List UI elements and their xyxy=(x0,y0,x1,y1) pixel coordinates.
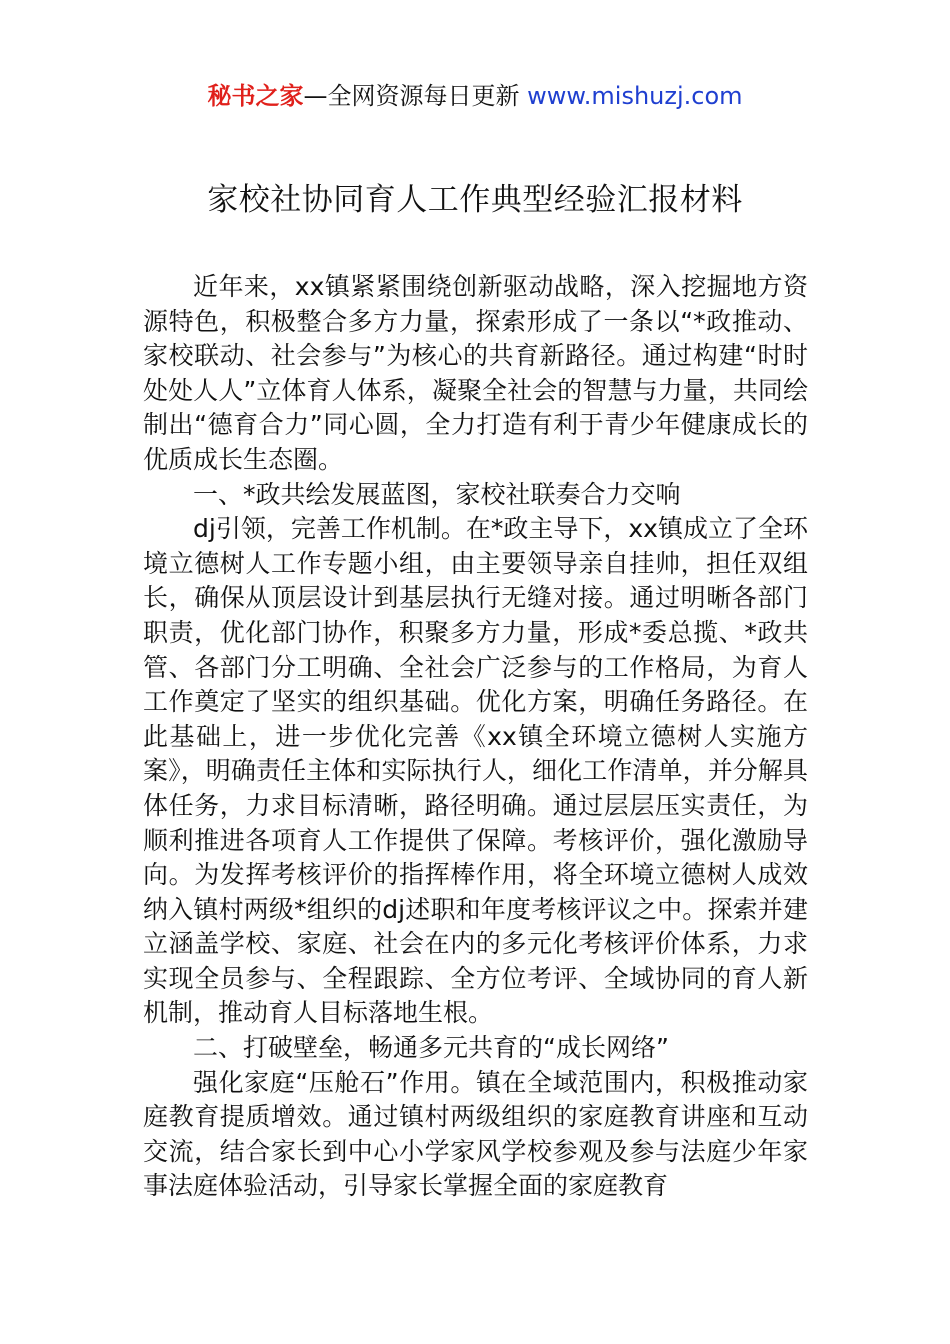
intro-paragraph: 近年来，xx镇紧紧围绕创新驱动战略，深入挖掘地方资源特色，积极整合多方力量，探索形成了一条以“*政推动、家校联动、社会参与”为核心的共育新路径。通过构建“时时处处人人”立体育人体系，凝聚全社会的智慧与力量，共同绘制出“德育合力”同心圆，全力打造有利于青少年健康成长的优质成长生态圈。 xyxy=(143,272,808,474)
section-2-paragraph: 强化家庭“压舱石”作用。镇在全域范围内，积极推动家庭教育提质增效。通过镇村两级组织的家庭教育讲座和互动交流，结合家长到中心小学家风学校参观及参与法庭少年家事法庭体验活动，引导家长掌握全面的家庭教育 xyxy=(143,1067,808,1201)
section-heading-2: 二、打破壁垒，畅通多元共育的“成长网络” xyxy=(193,1033,669,1063)
banner-tagline: —全网资源每日更新 xyxy=(303,82,528,110)
document-title: 家校社协同育人工作典型经验汇报材料 xyxy=(207,182,743,218)
section-heading-1: 一、*政共绘发展蓝图，家校社联奏合力交响 xyxy=(193,479,681,509)
document-body xyxy=(143,270,808,1204)
header-banner xyxy=(0,80,950,112)
website-link[interactable]: www.mishuzj.com xyxy=(527,82,743,110)
section-1-paragraph: dj引领，完善工作机制。在*政主导下，xx镇成立了全环境立德树人工作专题小组，由主要领导亲自挂帅，担任双组长，确保从顶层设计到基层执行无缝对接。通过明晰各部门职责，优化部门协作，积聚多方力量，形成*委总揽、*政共管、各部门分工明确、全社会广泛参与的工作格局，为育人工作奠定了坚实的组织基础。优化方案，明确任务路径。在此基础上，进一步优化完善《xx镇全环境立德树人实施方案》，明确责任主体和实际执行人，细化工作清单，并分解具体任务，力求目标清晰，路径明确。通过层层压实责任，为顺利推进各项育人工作提供了保障。考核评价，强化激励导向。为发挥考核评价的指挥棒作用，将全环境立德树人成效纳入镇村两级*组织的dj述职和年度考核评议之中。探索并建立涵盖学校、家庭、社会在内的多元化考核评价体系，力求实现全员参与、全程跟踪、全方位考评、全域协同的育人新机制，推动育人目标落地生根。 xyxy=(143,514,808,1028)
brand-name: 秘书之家 xyxy=(207,82,304,110)
